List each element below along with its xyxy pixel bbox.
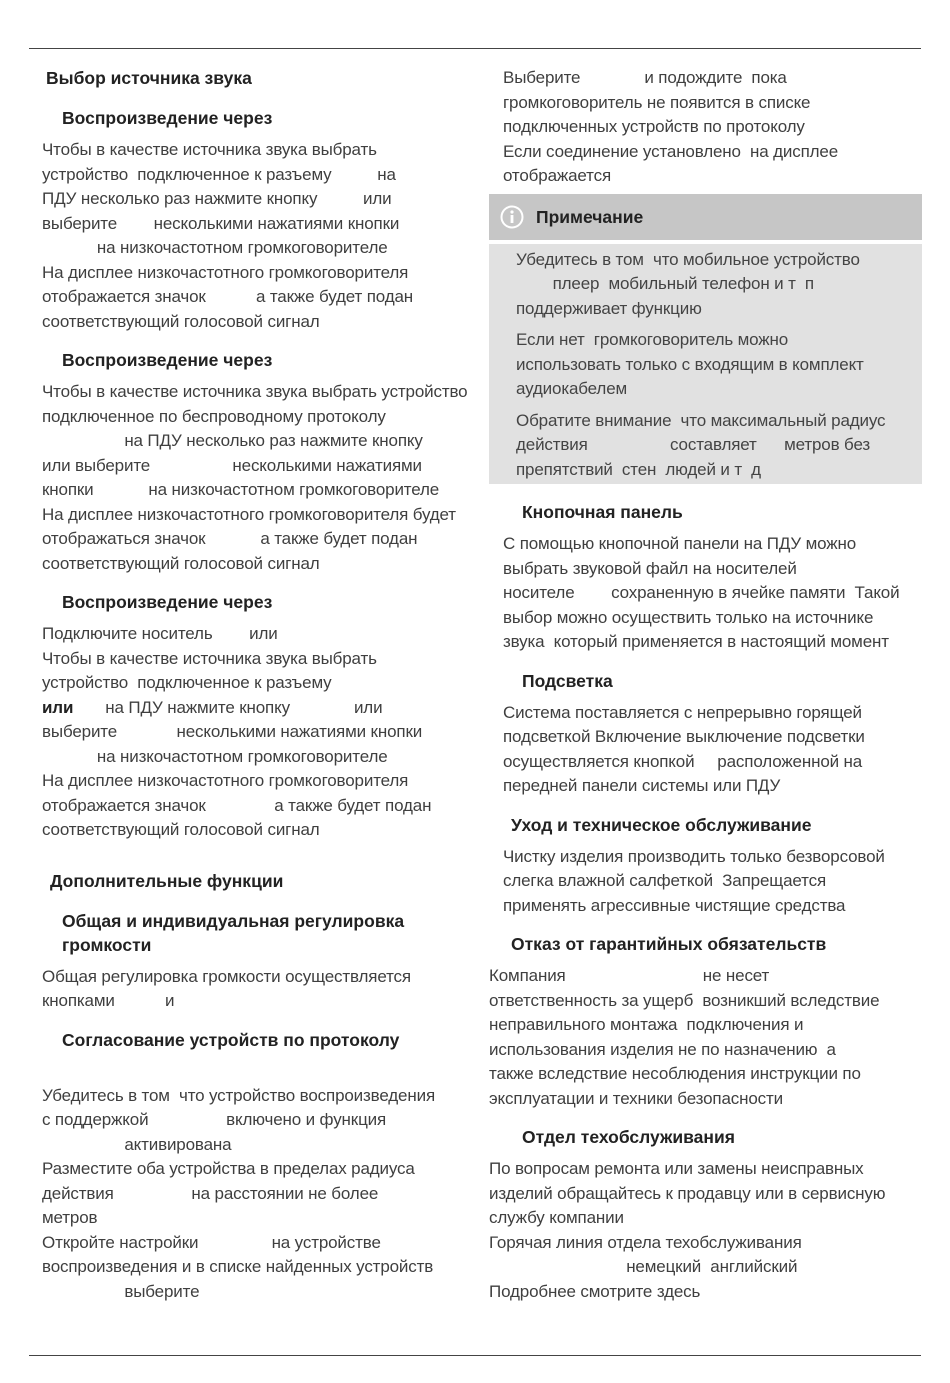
text-line: Общая регулировка громкости осуществляется — [42, 966, 411, 986]
note-paragraph — [516, 328, 908, 402]
text-line: отображается — [503, 166, 611, 185]
text-line: Чтобы в качестве источника звука выбрать — [42, 140, 377, 159]
text-fragment: на ПДУ нажмите кнопку или — [73, 697, 383, 717]
text-line: Убедитесь в том что устройство воспроизведения — [42, 1085, 436, 1105]
section-title-backlight: Подсветка — [522, 670, 613, 691]
text-line: кнопками и — [42, 991, 175, 1010]
text-line: ответственность за ущерб возникший вследствие — [489, 990, 880, 1010]
text-line: немецкий английский — [489, 1257, 798, 1276]
text-line: выберите — [42, 1281, 200, 1301]
text-line — [42, 696, 462, 721]
paragraph-select-device — [503, 66, 922, 189]
text-line: слегка влажной салфеткой Запрещается — [503, 871, 826, 890]
text-line: На дисплее низкочастотного громкоговорителя — [42, 771, 409, 790]
text-line: на низкочастотном громкоговорителе — [42, 746, 388, 766]
text-line: действия составляет метров без — [516, 435, 871, 454]
text-line: устройство подключенное к разъему на — [42, 164, 396, 184]
paragraph-keypad — [503, 532, 922, 655]
text-line: отображаться значок а также будет подан — [42, 529, 418, 548]
section-title-sound-source: Выбор источника звука — [46, 68, 252, 88]
paragraph-volume — [42, 965, 462, 1014]
text-line: Чтобы в качестве источника звука выбрать — [42, 648, 377, 668]
text-line: также вследствие несоблюдения инструкции по — [489, 1064, 861, 1083]
subsection-title-pairing: Согласование устройств по протоколу — [62, 1029, 400, 1050]
text-line: Чистку изделия производить только безворсовой — [503, 846, 885, 866]
text-line: Если соединение установлено на дисплее — [503, 141, 839, 161]
note-body — [489, 244, 922, 485]
paragraph-care — [503, 845, 922, 919]
text-line: соответствующий голосовой сигнал — [42, 820, 320, 839]
text-line: воспроизведения и в списке найденных устройств — [42, 1257, 434, 1276]
text-line: С помощью кнопочной панели на ПДУ можно — [503, 534, 857, 553]
section-title-keypad: Кнопочная панель — [522, 502, 683, 522]
text-line: кнопки на низкочастотном громкоговорителе — [42, 480, 440, 499]
note-box — [489, 194, 922, 485]
text-line: соответствующий голосовой сигнал — [42, 553, 320, 573]
section-title-service: Отдел техобслуживания — [522, 1127, 735, 1147]
subsection-title-playback-2: Воспроизведение через — [62, 350, 273, 370]
text-line: Если нет громкоговоритель можно — [516, 330, 789, 349]
text-line: отображается значок а также будет подан — [42, 795, 432, 815]
paragraph-service — [489, 1157, 922, 1304]
text-line: плеер мобильный телефон и т п — [516, 274, 814, 293]
right-column — [489, 66, 922, 1304]
bottom-rule — [29, 1355, 921, 1356]
text-line: соответствующий голосовой сигнал — [42, 311, 320, 331]
text-line: препятствий стен людей и т д — [516, 459, 761, 479]
section-title-additional-functions: Дополнительные функции — [50, 870, 284, 891]
text-line: с поддержкой включено и функция — [42, 1110, 387, 1129]
text-line: Система поставляется с непрерывно горящей — [503, 702, 862, 722]
section-title-warranty: Отказ от гарантийных обязательств — [511, 934, 827, 954]
subsection-title-volume — [62, 909, 462, 957]
left-column — [42, 66, 468, 1304]
info-icon — [500, 205, 524, 229]
text-line: Выберите и подождите пока — [503, 68, 787, 87]
text-line: Горячая линия отдела техобслуживания — [489, 1232, 802, 1252]
text-line: Откройте настройки на устройстве — [42, 1232, 381, 1252]
section-title-care: Уход и техническое обслуживание — [511, 814, 812, 835]
text-line: подключенных устройств по протоколу — [503, 117, 805, 136]
text-line: ПДУ несколько раз нажмите кнопку или — [42, 189, 392, 208]
text-line: действия на расстоянии не более — [42, 1183, 379, 1203]
text-line: Чтобы в качестве источника звука выбрать устройство — [42, 382, 468, 401]
text-line: подсветкой Включение выключение подсветки — [503, 727, 865, 746]
text-line: По вопросам ремонта или замены неисправных — [489, 1159, 864, 1178]
bold-or-text: или — [42, 697, 74, 717]
paragraph-pairing — [42, 1084, 462, 1305]
text-line: активирована — [42, 1134, 232, 1154]
text-line: применять агрессивные чистящие средства — [503, 895, 846, 915]
text-line: Подключите носитель или — [42, 624, 278, 643]
text-line: На дисплее низкочастотного громкоговорителя — [42, 262, 409, 282]
subsection-title-playback-3: Воспроизведение через — [62, 592, 273, 612]
text-line: носителе сохраненную в ячейке памяти Такой — [503, 583, 900, 602]
note-title: Примечание — [536, 206, 644, 227]
title-line: громкости — [62, 934, 152, 955]
text-line: подключенное по беспроводному протоколу — [42, 406, 386, 426]
note-paragraph — [516, 409, 908, 483]
text-line: неправильного монтажа подключения и — [489, 1015, 804, 1034]
subsection-title-playback-1: Воспроизведение через — [62, 108, 273, 128]
text-line: На дисплее низкочастотного громкоговорителя будет — [42, 504, 456, 524]
text-line: выберите несколькими нажатиями кнопки — [42, 722, 423, 741]
top-rule — [29, 48, 921, 49]
text-line: отображается значок а также будет подан — [42, 287, 414, 306]
text-line: Убедитесь в том что мобильное устройство — [516, 249, 860, 269]
note-paragraph — [516, 248, 908, 322]
text-line: выбрать звуковой файл на носителей — [503, 558, 797, 578]
text-line: использовать только с входящим в комплект — [516, 354, 864, 374]
text-line: использования изделия не по назначению а — [489, 1039, 836, 1059]
text-line: Разместите оба устройства в пределах радиуса — [42, 1159, 415, 1178]
text-line: выберите несколькими нажатиями кнопки — [42, 213, 400, 233]
text-line: на низкочастотном громкоговорителе — [42, 238, 388, 257]
text-line: устройство подключенное к разъему — [42, 673, 332, 692]
title-line: Общая и индивидуальная регулировка — [62, 910, 405, 931]
text-line: передней панели системы или ПДУ — [503, 776, 781, 795]
note-header — [489, 194, 922, 240]
paragraph-playback-1 — [42, 138, 462, 334]
text-line: поддерживает функцию — [516, 298, 702, 318]
text-line: осуществляется кнопкой расположенной на — [503, 751, 863, 771]
text-line: Компания не несет — [489, 966, 770, 985]
text-line: аудиокабелем — [516, 379, 628, 398]
paragraph-playback-3 — [42, 622, 462, 843]
text-line: Подробнее смотрите здесь — [489, 1281, 701, 1301]
text-line: выбор можно осуществить только на источнике — [503, 607, 874, 627]
paragraph-playback-2 — [42, 380, 468, 576]
text-line: звука который применяется в настоящий момент — [503, 632, 889, 651]
text-line: громкоговоритель не появится в списке — [503, 92, 811, 112]
text-line: службу компании — [489, 1208, 624, 1227]
text-line: Обратите внимание что максимальный радиус — [516, 410, 886, 430]
text-line: на ПДУ несколько раз нажмите кнопку — [42, 431, 423, 450]
text-line: эксплуатации и техники безопасности — [489, 1088, 783, 1108]
text-line: или выберите несколькими нажатиями — [42, 455, 422, 475]
text-line: метров — [42, 1208, 98, 1227]
paragraph-warranty — [489, 964, 922, 1111]
paragraph-backlight — [503, 701, 922, 799]
text-line: изделий обращайтесь к продавцу или в сервисную — [489, 1183, 886, 1203]
